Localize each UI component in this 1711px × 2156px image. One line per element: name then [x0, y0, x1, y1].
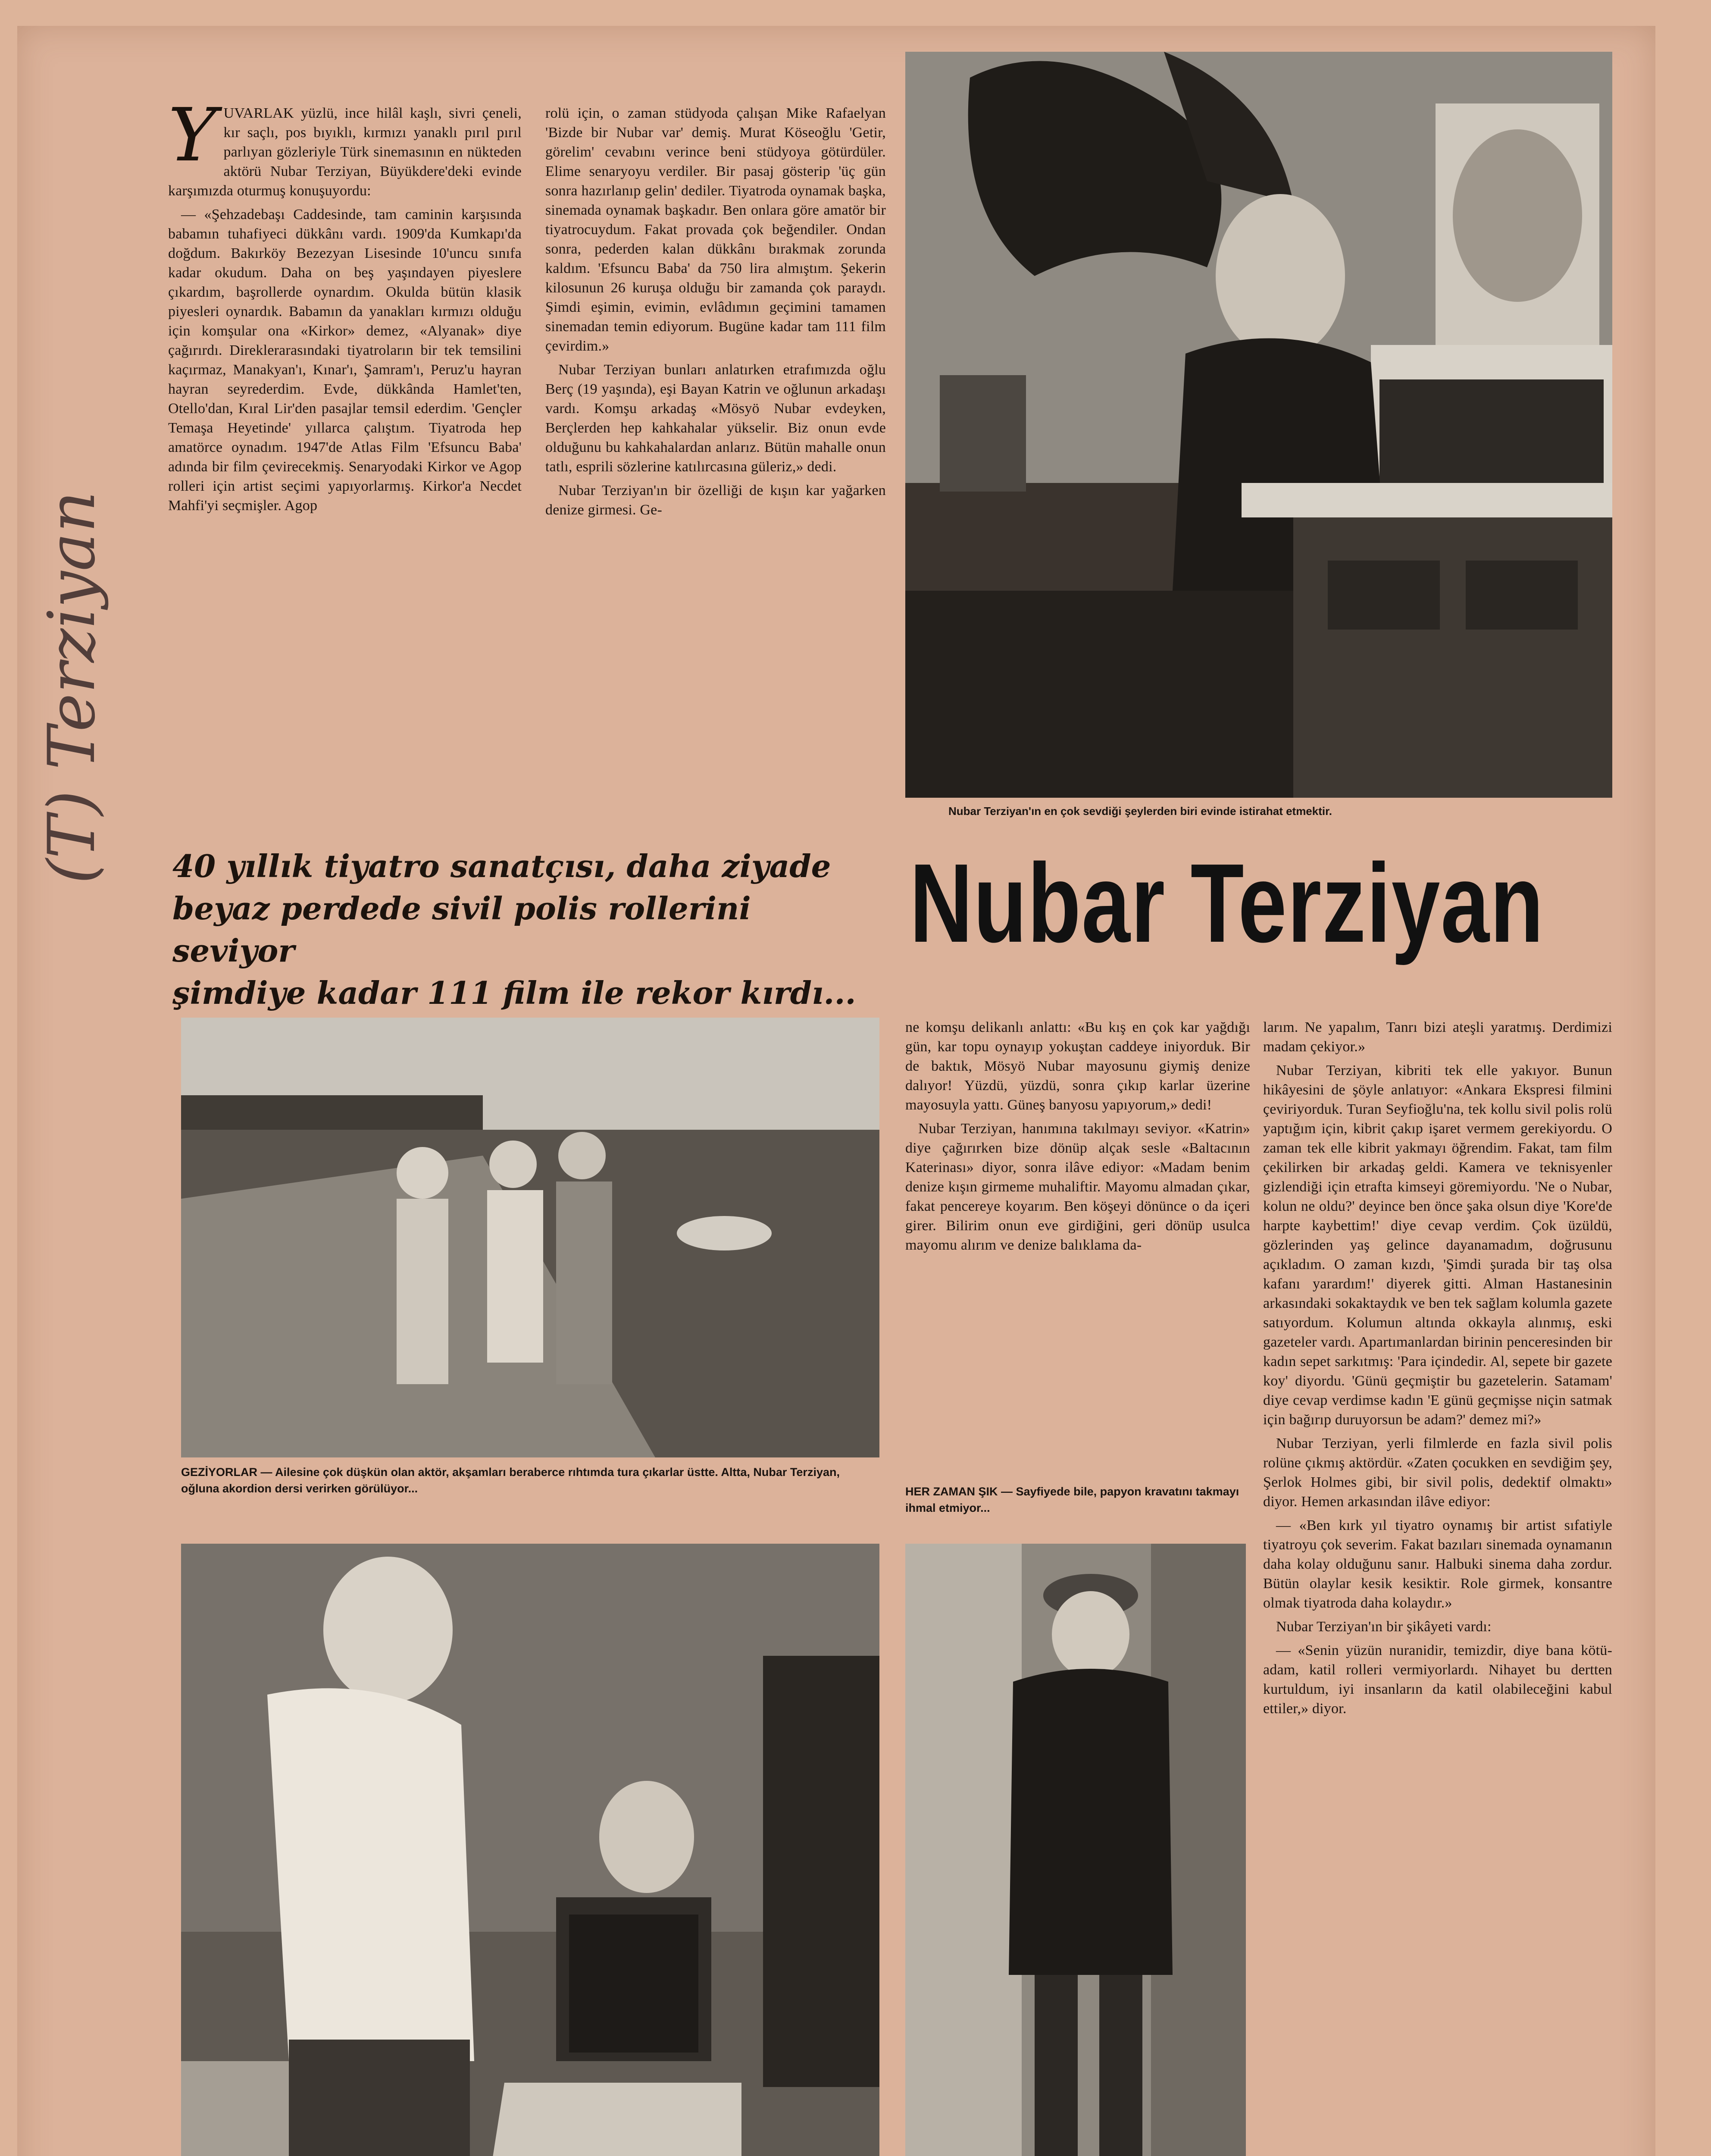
article-column-3: [905, 1018, 1250, 1259]
drop-cap: Y: [168, 93, 217, 178]
article-paragraph: — «Şehzadebaşı Caddesinde, tam caminin karşısında babamın tuhafiyeci dükkânı vardı. 1909'da Kumkapı'da doğdum. Bakırköy Bezezyan Lisesinde 10'uncu sınıfa kadar okudum. Daha on beş yaşındayen piyeslere çıkardım, başrollerde oynardım. Okulda bütün klasik piyesleri oynardık. Babamın da yanakları kırmızı olduğu için komşular ona «Kirkor» demez, «Alyanak» diye çağırırdı. Direklerarasındaki tiyatroların bir tek temsilini kaçırmaz, Manakyan'ı, Kınar'ı, Şamram'ı, Peruz'u hayran hayran seyrederdim. Evde, dükkânda Hamlet'ten, Otello'dan, Kıral Lir'den pasajlar temsil ederdim. 'Gençler Temaşa Heyetinde' yıllarca çalıştım. Tiyatroda hep amatörce oynadım. 1947'de Atlas Film 'Efsuncu Baba' adında bir film çevirecekmiş. Senaryodaki Kirkor ve Agop rolleri için artist seçimi yapıyorlarmış. Kirkor'a Necdet Mahfi'yi seçmişler. Agop: [168, 207, 522, 514]
article-paragraph: Nubar Terziyan bunları anlatırken etrafımızda oğlu Berç (19 yaşında), eşi Bayan Katrin ve oğlunun arkadaşı vardı. Komşu arkadaş «Mösyö Nubar evdeyken, Berçlerden hep kahkahalar yükselir. Biz onun evde olduğunu bu kahkahalardan anlarız. Bütün mahalle onun tatlı, esprili sözlerine katılırcasına güleriz,» dedi.: [545, 362, 886, 475]
article-paragraph: larım. Ne yapalım, Tanrı bizi ateşli yaratmış. Derdimizi madam çekiyor.»: [1263, 1019, 1612, 1055]
photo-accordion-lesson: [181, 1544, 879, 2156]
article-paragraph: Nubar Terziyan'ın bir özelliği de kışın kar yağarken denize girmesi. Ge-: [545, 483, 886, 518]
page-title: Nubar Terziyan: [910, 841, 1544, 966]
subtitle-line: şimdiye kadar 111 film ile rekor kırdı...: [172, 975, 856, 1011]
photo-desk-image: [905, 52, 1612, 798]
article-column-2: [545, 103, 886, 524]
article-paragraph: — «Ben kırk yıl tiyatro oynamış bir artist sıfatiyle tiyatroyu çok severim. Fakat bazıları sinemada oynamanın daha kolay olduğunu sanır. Halbuki sinema daha zordur. Bütün olaylar kesik kesiktir. Role girmek, konsantre olmak tiyatroda daha kolaydır.»: [1263, 1517, 1612, 1611]
photo-seaside-image: [181, 1018, 879, 1457]
photo-seaside-walk: [181, 1018, 879, 1457]
article-paragraph: Nubar Terziyan'ın bir şikâyeti vardı:: [1276, 1619, 1492, 1635]
article-paragraph: Nubar Terziyan, hanımına takılmayı seviyor. «Katrin» diye çağırırken bize dönüp alçak sesle «Baltacının Katerinası» diyor, sonra ilâve ediyor: «Madam benim denize kışın girmeme muhaliftir. Mayomu almadan çıkar, fakat pencereye koyarım. Ben köşeyi dönünce o da içeri girer. Bilirim onun eve girdiğini, geri dönüp usulca mayomu alırım ve denize balıklama da-: [905, 1121, 1250, 1253]
photo-terziyan-at-desk: [905, 52, 1612, 798]
photo-man-in-hat: [905, 1544, 1246, 2156]
article-paragraph: Nubar Terziyan, yerli filmlerde en fazla sivil polis rolüne çıkmış aktördür. «Zaten çocukken en sevdiğim şey, Şerlok Holmes gibi, bir sivil polis, dedektif olmaktı» diyor. Hemen arkasından ilâve ediyor:: [1263, 1435, 1612, 1510]
article-paragraph: ne komşu delikanlı anlattı: «Bu kış en çok kar yağdığı gün, kar topu oynayıp yokuştan caddeye iniyorduk. Bir de baktık, Mösyö Nubar mayosunu giymiş denize dalıyor! Yüzdü, yüzdü, sonra çıkıp karlar üzerine mayosuyla yattı. Güneş banyosu yapıyorum,» dedi!: [905, 1019, 1250, 1113]
top-photo-caption: Nubar Terziyan'ın en çok sevdiği şeylerden biri evinde istirahat etmektir.: [948, 805, 1333, 818]
photo-hat-image: [905, 1544, 1246, 2156]
photo-accordion-image: [181, 1544, 879, 2156]
article-column-1: [168, 93, 522, 520]
seaside-photo-caption: GEZİYORLAR — Ailesine çok düşkün olan aktör, akşamları beraberce rıhtımda tura çıkarlar üstte. Altta, Nubar Terziyan, oğluna akordion dersi verirken görülüyor...: [181, 1466, 840, 1495]
subtitle-line: beyaz perdede sivil polis rollerini seviyor: [172, 890, 751, 969]
hat-photo-caption: HER ZAMAN ŞIK — Sayfiyede bile, papyon kravatını takmayı ihmal etmiyor...: [905, 1485, 1239, 1514]
handwritten-note: (T) Terziyan: [34, 491, 109, 884]
article-column-4: [1263, 1018, 1612, 1723]
article-paragraph: — «Senin yüzün nuranidir, temizdir, diye bana kötü-adam, katil rolleri vermiyorlardı. Nihayet bu dertten kurtuldum, iyi insanların da katil olabileceğini kabul ettiler,» diyor.: [1263, 1642, 1612, 1717]
article-paragraph: UVARLAK yüzlü, ince hilâl kaşlı, sivri çeneli, kır saçlı, pos bıyıklı, kırmızı yanaklı pırıl pırıl parlıyan gözleriyle Türk sinemasının en nükteden aktörü Nubar Terziyan, Büyükdere'deki evinde karşımızda oturmuş konuşuyordu:: [168, 105, 522, 199]
subtitle-line: 40 yıllık tiyatro sanatçısı, daha ziyade: [172, 848, 831, 884]
article-paragraph: Nubar Terziyan, kibriti tek elle yakıyor. Bunun hikâyesini de şöyle anlatıyor: «Ankara Ekspresi filmini çeviriyorduk. Turan Seyfioğlu'na, tek kollu sivil polis rolü yaptığım için, kibrit çakıp işaret vermem gerekiyordu. O zaman tek elle kibrit yakmayı öğrendim. Fakat, tam film çekilirken bir arkadaş geldi. Kamera ve teknisyenler gizlendiği için etrafta kimseyi göremiyordu. 'Ne o Nubar, kolun ne oldu?' deyince ben önce şaka olsun diye 'Kore'de harpte kaybettim!' diye cevap verdim. Çok üzüldü, gözlerinden yaş gelince dayanamadım, doğrusunu açıkladım. O zaman kızdı, 'Şimdi şurada bir taş olsa kafanı yarardım!' diyerek gitti. Alman Hastanesinin arkasındaki sokaktaydık ve ben tek sağlam kolumla gazete satıyordum. Kolumun altında okkayla alınmış, eski gazeteler vardı. Apartımanlardan birinin penceresinden bir kadın sepet sarkıtmış: 'Para içindedir. Al, sepete bir gazete koy' diyordu. 'Günü geçmiştir bu gazetelerin. Satamam' diye cevap verdimse kadın 'E günü geçmişse niçin satmak için bağırıp duruyorsun be adam?' demez mi?»: [1263, 1062, 1612, 1428]
article-paragraph: rolü için, o zaman stüdyoda çalışan Mike Rafaelyan 'Bizde bir Nubar var' demiş. Murat Köseoğlu 'Getir, görelim' cevabını verince beni stüdyoya götürdüler. Elime senaryoyu verdiler. Bir pasaj gösterip 'üç gün sonra hazırlanıp gelin' dediler. Tiyatroda oynamak başka, sinemada oynamak başkadır. Ben onlara göre amatör bir tiyatrocuydum. Fakat provada çok beğendiler. Ondan sonra, pederden kalan dükkânı bırakmak zorunda kaldım. 'Efsuncu Baba' da 750 lira almıştım. Şekerin kilosunun 26 kuruşa olduğu bir zamanda çok paraydı. Şimdi eşimin, evimin, evlâdımın geçimini tamamen sinemadan temin ediyorum. Bugüne kadar tam 111 film çevirdim.»: [545, 105, 886, 354]
subtitle: [172, 845, 884, 1014]
